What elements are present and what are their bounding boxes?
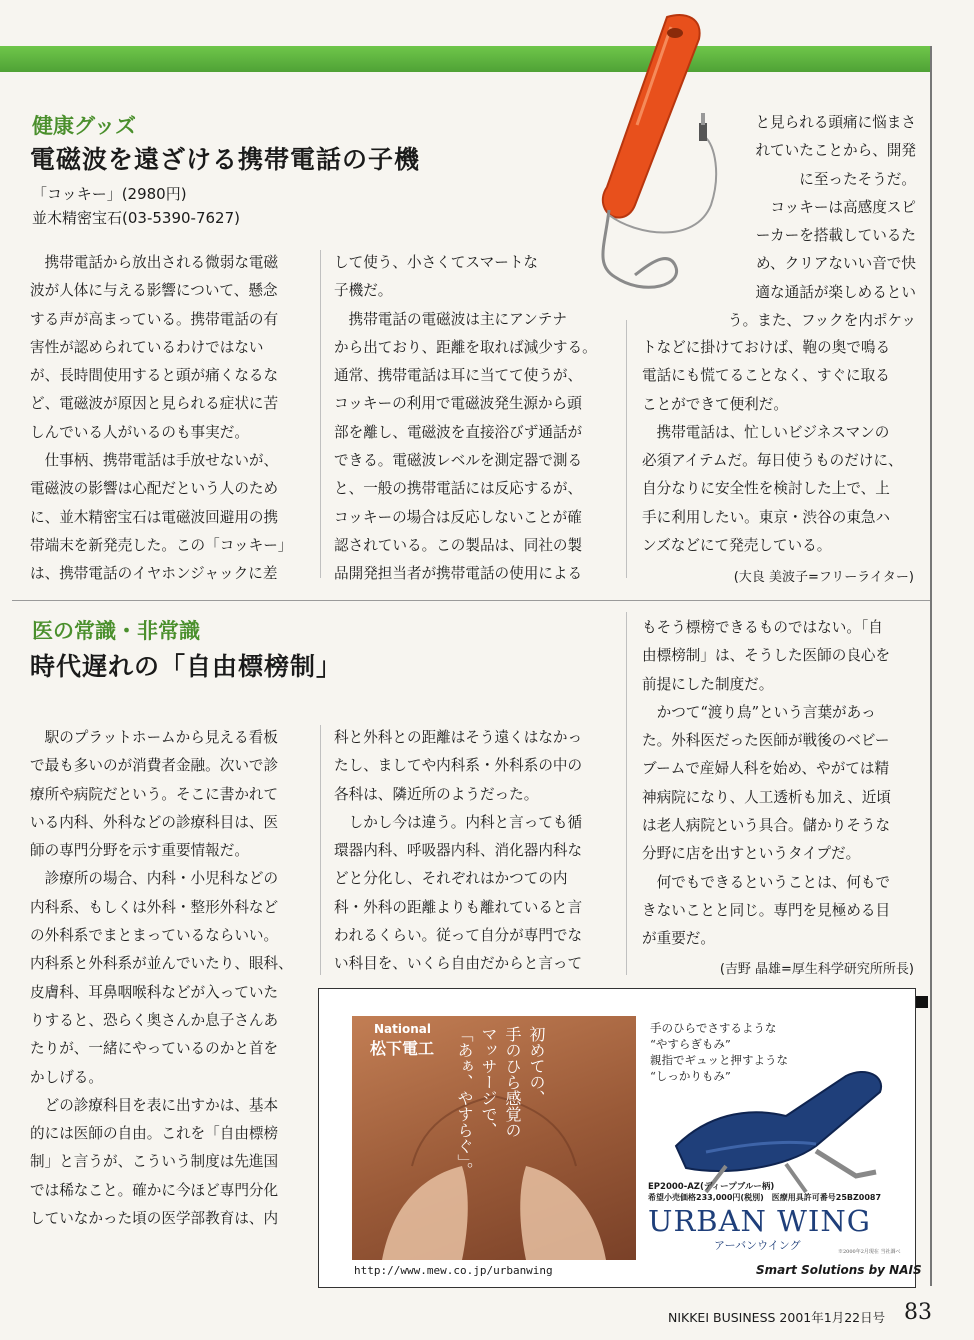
text-line: め、クリアないい音で快 <box>756 255 916 273</box>
ad-model: EP2000-AZ(ディープブルー柄) <box>648 1182 775 1192</box>
ad-copy-line: 「あぁ、やすらぐ」。 <box>455 1026 474 1178</box>
text-line: どと分化し、それぞれはかつての内 <box>334 870 568 888</box>
text-line: 科・外科の距離よりも離れていると言 <box>334 898 583 916</box>
text-line: 電磁波の影響は心配だという人のため <box>30 480 279 498</box>
ad-url[interactable]: http://www.mew.co.jp/urbanwing <box>354 1264 553 1277</box>
article2-column-2 <box>334 724 614 979</box>
article1-category: 健康グッズ <box>32 113 136 138</box>
text-line: 携帯電話から放出される微弱な電磁 <box>30 254 279 271</box>
column-divider <box>320 250 321 578</box>
text-line: 自分なりに安全性を検討した上で、上 <box>642 480 890 498</box>
ad-tagline: Smart Solutions by NAIS <box>756 1263 922 1277</box>
article1-maker: 並木精密宝石(03-5390-7627) <box>32 209 240 227</box>
ad-copy-line: マッサージで、 <box>479 1026 498 1138</box>
text-line: 必須アイテムだ。毎日使うものだけに、 <box>642 452 903 470</box>
ad-copy-line: 初めての、 <box>527 1026 546 1106</box>
column-divider <box>626 612 627 975</box>
ad-right-copy-line: 親指でギュッと押すような <box>650 1053 788 1067</box>
text-line: と見られる頭痛に悩まさ <box>755 114 916 131</box>
text-line: は、携帯電話のイヤホンジャックに差 <box>30 565 278 583</box>
text-line: 品開発担当者が携帯電話の使用による <box>334 565 583 583</box>
article1-column-1 <box>30 249 308 589</box>
text-line: 科と外科との距離はそう遠くはなかっ <box>334 729 583 746</box>
text-line: で最も多いのが消費者金融。次いで診 <box>30 757 279 775</box>
text-line: い科目を、いくら自由だからと言って <box>334 955 583 973</box>
text-line: 駅のプラットホームから見える看板 <box>30 729 278 746</box>
text-line: 帯端末を新発売した。この「コッキー」 <box>30 536 293 554</box>
text-line: 手に利用したい。東京・渋谷の東急ハ <box>642 508 891 526</box>
text-line: 部を離し、電磁波を直接浴びず通話が <box>334 423 583 441</box>
text-line: する声が高まっている。携帯電話の有 <box>30 310 279 328</box>
text-line: た。外科医だった医師が戦後のベビー <box>642 732 890 750</box>
text-line: 波が人体に与える影響について、懸念 <box>30 282 278 300</box>
text-line: 的には医師の自由。これを「自由標榜 <box>30 1125 279 1143</box>
text-line: 認されている。この製品は、同社の製 <box>334 536 583 554</box>
text-line: う。また、フックを内ポケッ <box>728 312 916 330</box>
text-line: 適な通話が楽しめるとい <box>755 283 916 301</box>
text-line: ど、電磁波が原因と見られる症状に苦 <box>30 395 279 413</box>
text-line: 療所や病院だという。そこに書かれて <box>30 785 279 803</box>
text-line: われるくらい。従って自分が専門でな <box>334 927 583 945</box>
text-line: が、長時間使用すると頭が痛くなるな <box>30 367 279 385</box>
article2-column-3 <box>642 614 920 954</box>
text-line: たし、ましてや内科系・外科系の中の <box>334 757 583 775</box>
text-line: していなかった頃の医学部教育は、内 <box>30 1210 279 1228</box>
text-line: しかし今は違う。内科と言っても循 <box>334 813 583 831</box>
ad-logo: URBAN WING <box>648 1204 871 1238</box>
ad-note: ※2000年2月現在 当社調べ <box>838 1249 901 1255</box>
ad-right-copy-line: “しっかりもみ” <box>650 1069 731 1083</box>
text-line: りすると、恐らく奥さんか息子さんあ <box>30 1011 279 1029</box>
massage-chair-image <box>666 1056 896 1196</box>
text-line: して使う、小さくてスマートな <box>334 254 539 271</box>
text-line: と、一般の携帯電話には反応するが、 <box>334 480 583 498</box>
article2-byline: (吉野 晶雄=厚生科学研究所所長) <box>719 962 914 977</box>
text-line: しんでいる人がいるのも事実だ。 <box>30 423 249 441</box>
text-line: 携帯電話は、忙しいビジネスマンの <box>642 423 890 441</box>
ad-right-copy-line: 手のひらでさするような <box>650 1021 777 1035</box>
ad-logo-kana: アーバンウイング <box>714 1239 801 1252</box>
text-line: 神病院になり、人工透析も加え、近頃 <box>642 788 891 806</box>
article1-column-3-bottom <box>642 334 920 560</box>
text-line: 何でもできるということは、何もで <box>642 873 891 891</box>
ad-copy <box>452 1026 548 1196</box>
article1-byline: (大良 美波子=フリーライター) <box>733 570 914 585</box>
text-line: 子機だ。 <box>334 282 393 300</box>
text-line: から出ており、距離を取れば減少する。 <box>334 338 597 356</box>
text-line: もそう標榜できるものではない。「自 <box>642 619 883 636</box>
text-line: 電話にも慌てることなく、すぐに取る <box>642 367 890 385</box>
article1-meta <box>32 182 240 230</box>
text-line: れていたことから、開発 <box>755 142 916 160</box>
end-mark <box>916 996 928 1008</box>
article1-product: 「コッキー」(2980円) <box>32 185 187 203</box>
text-line: では稀なこと。確かに今ほど専門分化 <box>30 1181 279 1199</box>
ad-brand-ja: 松下電工 <box>370 1039 435 1058</box>
text-line: ことができて便利だ。 <box>642 395 788 413</box>
text-line: かしげる。 <box>30 1068 103 1086</box>
ad-product-panel <box>636 1016 908 1260</box>
text-line: 皮膚科、耳鼻咽喉科などが入っていた <box>30 983 279 1001</box>
text-line: できる。電磁波レベルを測定器で測る <box>334 452 583 470</box>
text-line: コッキーの利用で電磁波発生源から頭 <box>334 395 582 413</box>
text-line: 制」と言うが、こういう制度は先進国 <box>30 1153 279 1171</box>
column-divider <box>626 320 627 578</box>
text-line: 害性が認められているわけではない <box>30 338 264 356</box>
text-line: の外科系でまとまっているならいい。 <box>30 927 279 945</box>
text-line: 内科系と外科系が並んでいたり、眼科、 <box>30 955 293 973</box>
article1-headline: 電磁波を遠ざける携帯電話の子機 <box>30 145 421 174</box>
text-line: 前提にした制度だ。 <box>642 675 774 693</box>
section-color-bar <box>0 46 932 72</box>
text-line: コッキーの場合は反応しないことが確 <box>334 508 582 526</box>
text-line: 分野に店を出すというタイプだ。 <box>642 845 861 863</box>
text-line: きないことと同じ。専門を見極める目 <box>642 901 891 919</box>
text-line: 内科系、もしくは外科・整形外科など <box>30 898 279 916</box>
section-divider <box>12 600 930 601</box>
text-line: いる内科、外科などの診療科目は、医 <box>30 813 279 831</box>
text-line: ブームで産婦人科を始め、やがては精 <box>642 760 890 778</box>
text-line: 師の専門分野を示す重要情報だ。 <box>30 842 249 860</box>
ad-right-copy-line: “やすらぎもみ” <box>650 1037 731 1051</box>
ad-brand-en: National <box>374 1022 431 1036</box>
text-line: トなどに掛けておけば、鞄の奥で鳴る <box>642 339 891 356</box>
ad-price: 希望小売価格233,000円(税別) 医療用具許可番号25BZ0087 <box>648 1193 882 1202</box>
text-line: は老人病院という具合。儲かりそうな <box>642 817 891 835</box>
text-line: に、並木精密宝石は電磁波回避用の携 <box>30 508 279 526</box>
page-number: 83 <box>904 1300 932 1325</box>
text-line: に至ったそうだ。 <box>799 170 916 188</box>
text-line: どの診療科目を表に出すかは、基本 <box>30 1096 279 1114</box>
article2-headline: 時代遅れの「自由標榜制」 <box>30 652 343 681</box>
article2-column-1 <box>30 724 308 1233</box>
phone-handset-image <box>575 5 735 305</box>
text-line: 由標榜制」は、そうした医師の良心を <box>642 647 891 665</box>
text-line: 各科は、隣近所のようだった。 <box>334 785 539 803</box>
page-frame-edge <box>930 46 932 1286</box>
article2-category: 医の常識・非常識 <box>32 618 200 643</box>
text-line: ーカーを搭載しているた <box>755 227 916 245</box>
text-line: 携帯電話の電磁波は主にアンテナ <box>334 310 567 328</box>
text-line: たりが、一緒にやっているのかと首を <box>30 1040 279 1058</box>
column-divider <box>320 725 321 975</box>
text-line: 仕事柄、携帯電話は手放せないが、 <box>30 452 279 470</box>
footer-publication: NIKKEI BUSINESS 2001年1月22日号 <box>668 1310 886 1325</box>
text-line: かつて“渡り鳥”という言葉があっ <box>642 703 876 721</box>
ad-copy-line: 手のひら感覚の <box>503 1026 522 1138</box>
article1-column-2 <box>334 249 614 589</box>
text-line: が重要だ。 <box>642 930 715 948</box>
text-line: 診療所の場合、内科・小児科などの <box>30 870 279 888</box>
text-line: ンズなどにて発売している。 <box>642 537 832 555</box>
text-line: 通常、携帯電話は耳に当てて使うが、 <box>334 367 583 385</box>
text-line: コッキーは高感度スピ <box>755 198 916 216</box>
ad-photo-panel <box>352 1016 636 1260</box>
text-line: 環器内科、呼吸器内科、消化器内科な <box>334 842 583 860</box>
